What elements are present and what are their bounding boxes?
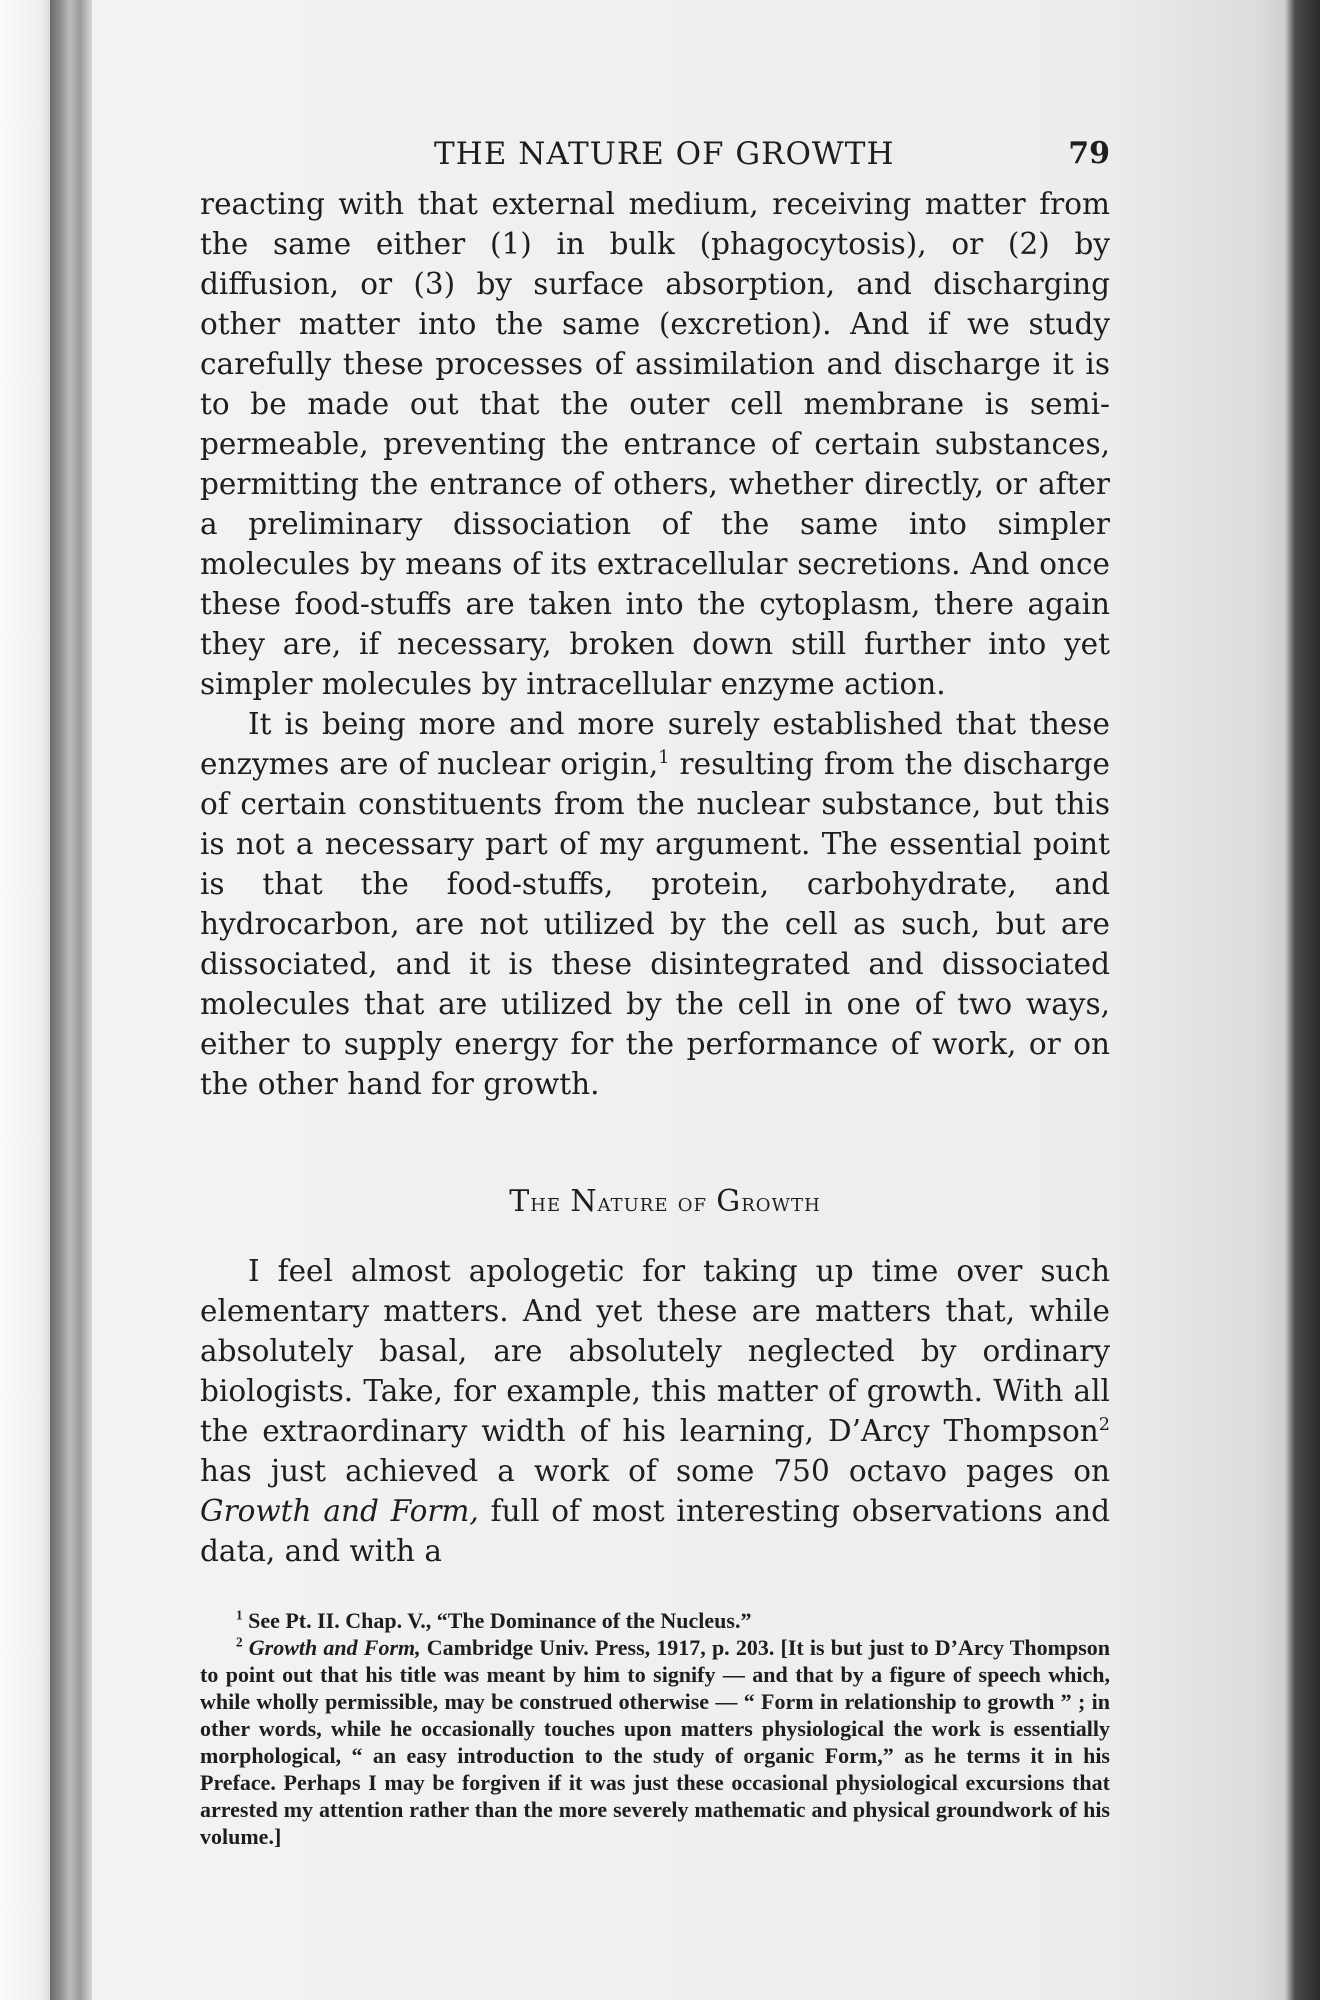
section-heading: The Nature of Growth: [509, 1184, 821, 1219]
paragraph-3-text-middle: has just achieved a work of some 750 octavo pages on: [200, 1454, 1110, 1488]
page-number: 79: [1068, 136, 1110, 171]
footnote-2-marker: 2: [236, 1634, 243, 1650]
running-head: [200, 128, 1110, 184]
book-title-italic: Growth and Form,: [200, 1494, 479, 1528]
paragraph-3-text-end: full of most interesting observations and data, and with a: [200, 1494, 1110, 1568]
paragraph-1: reacting with that external medium, receiving matter from the same either (1) in bulk (phagocytosis), or (2) by diffusion, or (3) by surface absorption, and discharging other matter into the same (excretion). And if we study carefully these processes of assimilation and discharge it is to be made out that the outer cell membrane is semi-permeable, preventing the entrance of certain substances, permitting the entrance of others, whether directly, or after a preliminary dissociation of the same into simpler molecules by means of its extracellular secretions. And once these food-stuffs are taken into the cytoplasm, there again they are, if necessary, broken down still further into yet simpler molecules by intracellular enzyme action.: [200, 187, 1110, 701]
paragraph-2-text: It is being more and more surely established that these enzymes are of nuclear origin,: [200, 707, 1110, 781]
paragraph-3-text: I feel almost apologetic for taking up time over such elementary matters. And yet these are matters that, while absolutely basal, are absolutely neglected by ordinary biologists. Take, for example, this matter of growth. With all the extraordinary width of his learning, D’Arcy Thompson: [200, 1254, 1110, 1448]
paragraph-2-text-continued: resulting from the discharge of certain constituents from the nuclear substance, but this is not a necessary part of my argument. The essential point is that the food-stuffs, protein, carbohydrate, and hydrocarbon, are not utilized by the cell as such, but are dissociated, and it is these disintegrated and dissociated molecules that are utilized by the cell in one of two ways, either to supply energy for the performance of work, or on the other hand for growth.: [200, 747, 1111, 1101]
footnote-2: [200, 1634, 1110, 1850]
footnote-1: [200, 1607, 1110, 1634]
paragraph-2: [200, 704, 1110, 1104]
footnote-1-text: See Pt. II. Chap. V., “The Dominance of the Nucleus.”: [248, 1608, 752, 1633]
paragraph-3: [200, 1251, 1110, 1571]
facing-page-edge: [0, 0, 50, 2000]
book-page: [200, 128, 1110, 1850]
running-head-title: THE NATURE OF GROWTH: [434, 136, 895, 172]
book-binding-gutter: [50, 0, 92, 2000]
footnote-2-italic: Growth and Form,: [248, 1635, 421, 1660]
footnote-2-text: Cambridge Univ. Press, 1917, p. 203. [It is but just to D’Arcy Thompson to point out that his title was meant by him to signify — and that by a figure of speech which, while wholly permissible, may be construed otherwise — “ Form in relationship to growth ” ; in other words, while he occasionally touches upon matters physiological the work is essentially morphological, “ an easy introduction to the study of organic Form,” as he terms it in his Preface. Perhaps I may be forgiven if it was just these occasional physiological excursions that arrested my attention rather than the more severely mathematic and physical groundwork of his volume.]: [200, 1635, 1110, 1849]
footnote-1-marker: 1: [236, 1607, 243, 1623]
footnote-ref-1: 1: [658, 748, 670, 769]
footnote-ref-2: 2: [1098, 1415, 1110, 1436]
footnotes: [200, 1607, 1110, 1850]
